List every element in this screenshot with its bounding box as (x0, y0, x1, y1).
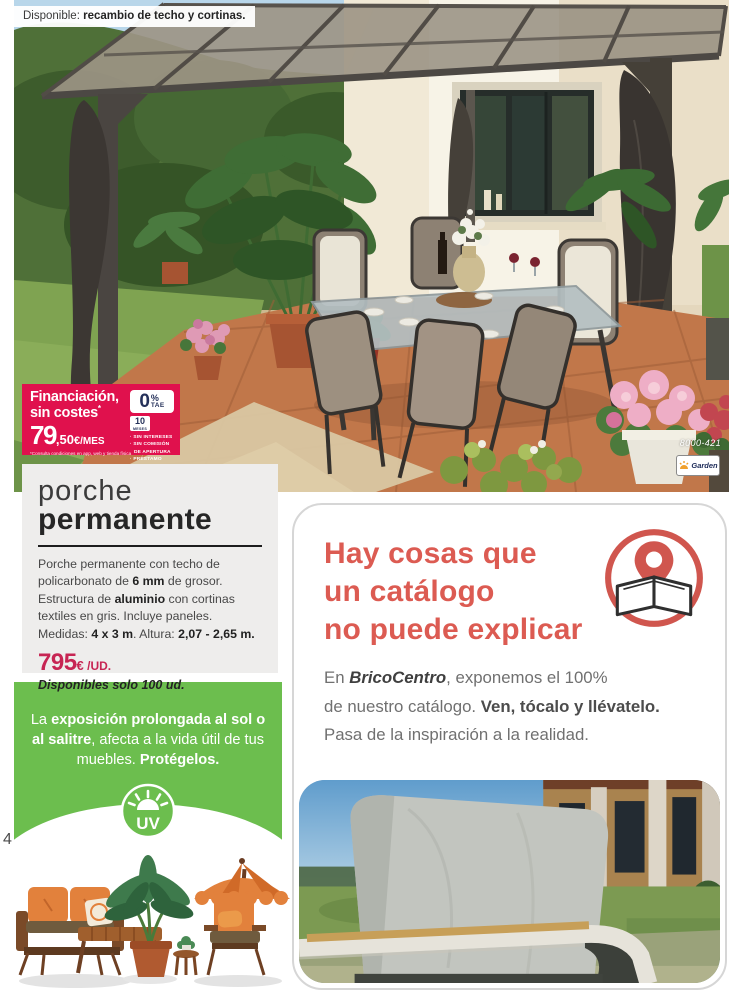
monthly-price: 79,50€/MES (30, 420, 105, 451)
product-price: 795€ /UD. (38, 649, 112, 677)
financing-legal: *Consulta condiciones en app, web y tienda física (30, 451, 132, 457)
financing-right (129, 390, 175, 463)
brand-name: BricoCentro (349, 668, 447, 688)
product-title-line2: permanente (38, 503, 213, 537)
page-number: 4 (3, 831, 12, 848)
availability-banner (14, 6, 255, 27)
tae-chip: 0 % TAE (130, 390, 174, 413)
title-divider (38, 545, 262, 547)
brand-logo (676, 455, 720, 476)
catalog-location-icon (601, 525, 707, 631)
uv-icon-label: UV (136, 814, 160, 833)
product-card (22, 464, 278, 693)
outdoor-furniture-illustration (0, 855, 290, 997)
financing-left (30, 389, 132, 457)
financing-badge (22, 384, 180, 463)
availability-note: Disponibles solo 100 ud. (38, 678, 185, 693)
brand-logo-label: Garden (691, 461, 718, 470)
promo-card (292, 503, 727, 990)
product-code: 8000-421 (679, 438, 721, 448)
promo-body: En BricoCentro, exponemos el 100% de nuestro catálogo. Ven, tócalo y llévatelo. Pasa de la inspiración a la realidad. (324, 668, 660, 745)
uv-warning-box (14, 682, 282, 842)
armchair-photo (299, 780, 720, 983)
uv-warning-text: La exposición prolongada al sol o al salitre, afecta a la vida útil de tus muebles. Protégelos. (30, 712, 266, 769)
footnote-mark: * (97, 403, 101, 413)
product-title-line1: porche (38, 475, 133, 507)
financing-title-line1: Financiación, (30, 389, 119, 405)
months-chip: 10 MESES (130, 416, 150, 431)
availability-text: recambio de techo y cortinas. (83, 10, 246, 22)
financing-bullets: · SIN INTERESES · SIN COMISIÓN DE APERTURA · PRÉSTAMO (130, 435, 173, 463)
product-description: Porche permanente con techo de policarbonato de 6 mm de grosor. Estructura de aluminio con cortinas textiles en gris. Incluye paneles. Medidas: 4 x 3 m. Altura: 2,07 - 2,65 m. (38, 556, 255, 641)
promo-heading: Hay cosas que un catálogo no puede explicar (324, 537, 583, 647)
sun-icon (678, 460, 690, 472)
availability-prefix: Disponible: (23, 10, 84, 22)
uv-icon (120, 783, 176, 839)
financing-title-line2: sin costes* (30, 403, 101, 421)
